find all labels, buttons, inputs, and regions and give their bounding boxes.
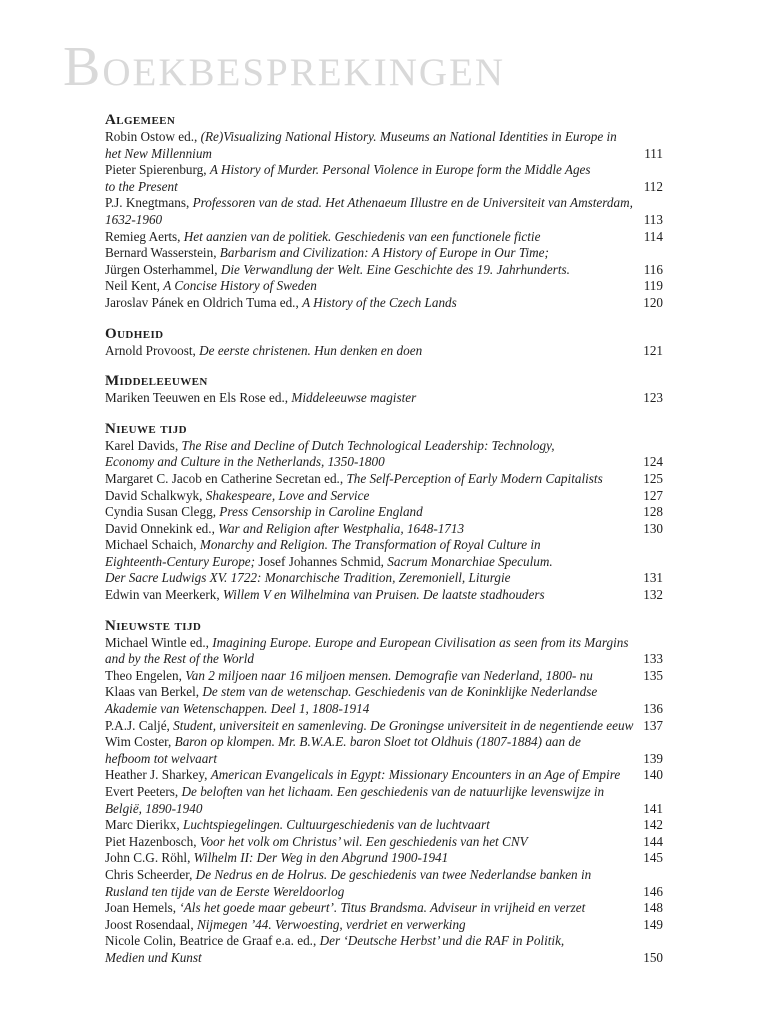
toc-line: [105, 933, 663, 950]
page-number: 124: [643, 454, 663, 470]
page-number: 120: [643, 294, 663, 310]
work-title: Sacrum Monarchiae Speculum.: [387, 553, 553, 569]
work-title: Middeleeuwse magister: [291, 390, 417, 406]
page-number: 148: [643, 900, 663, 916]
toc-section: [105, 618, 663, 967]
work-title: Rusland ten tijde van de Eerste Wereldoorlog: [105, 883, 345, 899]
page-number: 150: [643, 949, 663, 965]
section-entries: [105, 635, 663, 967]
page-number: 116: [643, 261, 663, 277]
entry-text: [105, 867, 663, 884]
toc-line: [105, 701, 663, 718]
work-title: Press Censorship in Caroline England: [219, 504, 423, 520]
page-number: 136: [643, 701, 663, 717]
entry-text: [105, 917, 631, 934]
page-number: 141: [643, 800, 663, 816]
entry-text: [105, 784, 663, 801]
toc-line: [105, 817, 663, 834]
page-number: 131: [643, 570, 663, 586]
toc-line: [105, 684, 663, 701]
author-name: Heather J. Sharkey,: [105, 767, 211, 783]
toc-line: [105, 734, 663, 751]
toc-line: [105, 751, 663, 768]
toc-line: [105, 635, 663, 652]
section-heading: Nieuwe tijd: [105, 420, 187, 437]
entry-text: [105, 734, 663, 751]
author-name: Robin Ostow ed.,: [105, 129, 201, 144]
page-number: 121: [643, 342, 663, 358]
toc-line: [105, 278, 663, 295]
toc-line: [105, 129, 663, 146]
work-title: Akademie van Wetenschappen. Deel 1, 1808-1914: [105, 701, 370, 717]
work-title: to the Present: [105, 178, 178, 194]
work-title: The Self-Perception of Early Modern Capitalists: [346, 470, 603, 486]
section-entries: [105, 343, 663, 360]
toc-line: [105, 471, 663, 488]
author-name: Neil Kent,: [105, 278, 164, 294]
entry-text: [105, 817, 631, 834]
page-number: 137: [643, 717, 663, 733]
entry-text: [105, 587, 631, 604]
work-title: België, 1890-1940: [105, 800, 203, 816]
page-number: 119: [643, 278, 663, 294]
page-number: 135: [643, 667, 663, 683]
entry-text: [105, 684, 663, 701]
toc-line: [105, 390, 663, 407]
page-number: 146: [643, 883, 663, 899]
entry-text: [105, 900, 631, 917]
work-title: Barbarism and Civilization: A History of Europe in Our Time;: [219, 245, 549, 261]
toc-line: [105, 587, 663, 604]
toc-line: [105, 718, 663, 735]
toc-line: [105, 867, 663, 884]
toc-line: [105, 521, 663, 538]
work-title: Nijmegen ’44. Verwoesting, verdriet en verwerking: [196, 916, 466, 932]
toc-line: [105, 917, 663, 934]
work-title: Imagining Europe. Europe and European Civilisation as seen from its Margins: [212, 634, 629, 650]
work-title: Luchtspiegelingen. Cultuurgeschiedenis van de luchtvaart: [183, 817, 490, 833]
entry-text: [105, 162, 663, 179]
author-name: Arnold Provoost,: [105, 342, 200, 358]
work-title: De beloften van het lichaam. Een geschiedenis van de natuurlijke levenswijze in: [181, 784, 605, 799]
section-heading: Middeleeuwen: [105, 373, 208, 390]
page-number: 132: [643, 587, 663, 603]
work-title: De Nedrus en de Holrus. De geschiedenis van twee Nederlandse banken in: [195, 866, 592, 882]
work-title: De stem van de wetenschap. Geschiedenis van de Koninklijke Nederlandse: [202, 684, 598, 700]
toc-line: [105, 146, 663, 163]
entry-text: [105, 390, 631, 407]
author-name: Josef Johannes Schmid,: [258, 553, 388, 569]
author-name: Joan Hemels,: [105, 900, 180, 916]
work-title: A Concise History of Sweden: [163, 278, 317, 294]
author-name: Jaroslav Pánek en Oldrich Tuma ed.,: [105, 294, 303, 310]
toc-line: [105, 884, 663, 901]
page-number: 140: [643, 767, 663, 783]
work-title: 1632-1960: [105, 211, 163, 227]
entry-text: [105, 751, 631, 768]
entry-text: [105, 488, 631, 505]
toc-line: [105, 834, 663, 851]
page-number: 111: [644, 145, 663, 161]
work-title: Der ‘Deutsche Herbst’ und die RAF in Politik,: [319, 933, 565, 949]
toc-line: [105, 900, 663, 917]
author-name: Jürgen Osterhammel,: [105, 261, 221, 277]
work-title: (Re)Visualizing National History. Museums an National Identities in Europe in: [200, 129, 617, 144]
entry-text: [105, 554, 663, 571]
toc-line: [105, 767, 663, 784]
entry-text: [105, 950, 631, 967]
author-name: Edwin van Meerkerk,: [105, 587, 223, 603]
work-title: Die Verwandlung der Welt. Eine Geschichte des 19. Jahrhunderts.: [220, 261, 570, 277]
entry-text: [105, 129, 663, 146]
author-name: Marc Dierikx,: [105, 817, 183, 833]
entry-text: [105, 651, 631, 668]
author-name: David Onnekink ed.,: [105, 520, 219, 536]
author-name: Theo Engelen,: [105, 667, 186, 683]
page-number: 112: [643, 178, 663, 194]
toc-line: [105, 504, 663, 521]
page-number: 114: [643, 228, 663, 244]
work-title: Het aanzien van de politiek. Geschiedenis van een functionele fictie: [183, 228, 541, 244]
entry-text: [105, 229, 632, 246]
toc-line: [105, 295, 663, 312]
toc-line: [105, 212, 663, 229]
toc-line: [105, 554, 663, 571]
toc-line: [105, 850, 663, 867]
author-name: Michael Wintle ed.,: [105, 634, 213, 650]
toc-section: [105, 112, 663, 312]
page-number: 144: [643, 833, 663, 849]
toc-line: [105, 179, 663, 196]
author-name: Joost Rosendaal,: [105, 916, 197, 932]
entry-text: [105, 195, 663, 212]
work-title: het New Millennium: [105, 145, 212, 161]
work-title: Medien und Kunst: [105, 949, 202, 965]
author-name: Michael Schaich,: [105, 537, 200, 553]
author-name: Margaret C. Jacob en Catherine Secretan ed.,: [105, 470, 347, 486]
author-name: David Schalkwyk,: [105, 487, 206, 503]
work-title: Monarchy and Religion. The Transformation of Royal Culture in: [199, 537, 541, 553]
toc-line: [105, 438, 663, 455]
toc-line: [105, 950, 663, 967]
entry-text: [105, 668, 631, 685]
toc-line: [105, 570, 663, 587]
toc-line: [105, 537, 663, 554]
entry-text: [105, 834, 631, 851]
entry-text: [105, 454, 631, 471]
page-number: 127: [643, 487, 663, 503]
work-title: hefboom tot welvaart: [105, 750, 218, 766]
work-title: War and Religion after Westphalia, 1648-1713: [218, 520, 465, 536]
work-title: Van 2 miljoen naar 16 miljoen mensen. Demografie van Nederland, 1800- nu: [185, 667, 593, 683]
work-title: Eighteenth-Century Europe;: [105, 553, 259, 569]
work-title: A History of the Czech Lands: [302, 294, 457, 310]
author-name: P.A.J. Caljé,: [105, 717, 174, 733]
toc-section: [105, 326, 663, 360]
work-title: Professoren van de stad. Het Athenaeum Illustre en de Universiteit van Amsterdam,: [192, 195, 633, 211]
work-title: The Rise and Decline of Dutch Technological Leadership: Technology,: [181, 437, 555, 453]
toc-line: [105, 195, 663, 212]
entry-text: [105, 438, 663, 455]
work-title: Economy and Culture in the Netherlands, 1350-1800: [105, 454, 385, 470]
entry-text: [105, 179, 632, 196]
work-title: ‘Als het goede maar gebeurt’. Titus Brandsma. Adviseur in vrijheid en verzet: [179, 900, 586, 916]
entry-text: [105, 245, 663, 262]
section-entries: [105, 438, 663, 604]
author-name: Mariken Teeuwen en Els Rose ed.,: [105, 390, 292, 406]
toc-line: [105, 651, 663, 668]
author-name: John C.G. Röhl,: [105, 850, 194, 866]
section-entries: [105, 129, 663, 312]
section-entries: [105, 390, 663, 407]
page-number: 113: [643, 211, 663, 227]
page-number: 142: [643, 817, 663, 833]
entry-text: [105, 343, 631, 360]
author-name: Remieg Aerts,: [105, 228, 184, 244]
toc-section: [105, 421, 663, 604]
author-name: Pieter Spierenburg,: [105, 162, 210, 178]
entry-text: [105, 701, 631, 718]
author-name: Evert Peeters,: [105, 784, 182, 799]
entry-text: [105, 471, 631, 488]
author-name: P.J. Knegtmans,: [105, 195, 193, 211]
page-number: 128: [643, 504, 663, 520]
section-heading: Algemeen: [105, 112, 176, 128]
toc-line: [105, 454, 663, 471]
work-title: Willem V en Wilhelmina van Pruisen. De laatste stadhouders: [222, 587, 545, 603]
entry-text: [105, 521, 631, 538]
section-heading: Nieuwste tijd: [105, 617, 202, 634]
toc-line: [105, 488, 663, 505]
author-name: Cyndia Susan Clegg,: [105, 504, 220, 520]
entry-text: [105, 295, 631, 312]
page-title: Boekbesprekingen: [63, 36, 506, 98]
work-title: Baron op klompen. Mr. B.W.A.E. baron Sloet tot Oldhuis (1807-1884) aan de: [174, 734, 581, 750]
author-name: Karel Davids,: [105, 437, 182, 453]
author-name: Bernard Wasserstein,: [105, 245, 220, 261]
author-name: Nicole Colin, Beatrice de Graaf e.a. ed.,: [105, 933, 320, 949]
entry-text: [105, 212, 632, 229]
toc-sections: [105, 112, 663, 967]
entry-text: [105, 884, 631, 901]
toc-line: [105, 784, 663, 801]
entry-text: [105, 570, 631, 587]
work-title: De eerste christenen. Hun denken en doen: [199, 342, 423, 358]
toc-line: [105, 229, 663, 246]
entry-text: [105, 262, 632, 279]
author-name: Klaas van Berkel,: [105, 684, 203, 700]
work-title: and by the Rest of the World: [105, 651, 254, 667]
page-number: 149: [643, 916, 663, 932]
entry-text: [105, 933, 663, 950]
work-title: A History of Murder. Personal Violence in Europe form the Middle Ages: [209, 162, 591, 178]
page-number: 133: [643, 651, 663, 667]
entry-text: [105, 537, 663, 554]
work-title: Wilhelm II: Der Weg in den Abgrund 1900-1941: [193, 850, 449, 866]
toc-line: [105, 668, 663, 685]
work-title: Voor het volk om Christus’ wil. Een geschiedenis van het CNV: [199, 833, 528, 849]
page-number: 125: [643, 470, 663, 486]
page-number: 145: [643, 850, 663, 866]
page-number: 139: [643, 750, 663, 766]
author-name: Piet Hazenbosch,: [105, 833, 200, 849]
toc-section: [105, 373, 663, 407]
toc-line: [105, 262, 663, 279]
section-heading: Oudheid: [105, 325, 164, 342]
author-name: Chris Scheerder,: [105, 866, 196, 882]
work-title: American Evangelicals in Egypt: Missionary Encounters in an Age of Empire: [210, 767, 621, 783]
entry-text: [105, 635, 663, 652]
page-number: 130: [643, 520, 663, 536]
toc-line: [105, 245, 663, 262]
author-name: Wim Coster,: [105, 734, 175, 750]
entry-text: [105, 146, 632, 163]
entry-text: [105, 801, 631, 818]
work-title: Shakespeare, Love and Service: [205, 487, 370, 503]
entry-text: [105, 504, 631, 521]
work-title: Student, universiteit en samenleving. De Groningse universiteit in de negentiende eeuw: [173, 717, 634, 733]
toc-line: [105, 162, 663, 179]
entry-text: [105, 850, 631, 867]
entry-text: [105, 767, 631, 784]
page-number: 123: [643, 390, 663, 406]
entry-text: [105, 278, 632, 295]
work-title: Der Sacre Ludwigs XV. 1722: Monarchische Tradition, Zeremoniell, Liturgie: [105, 570, 511, 586]
toc-line: [105, 343, 663, 360]
entry-text: [105, 717, 634, 735]
toc-line: [105, 801, 663, 818]
